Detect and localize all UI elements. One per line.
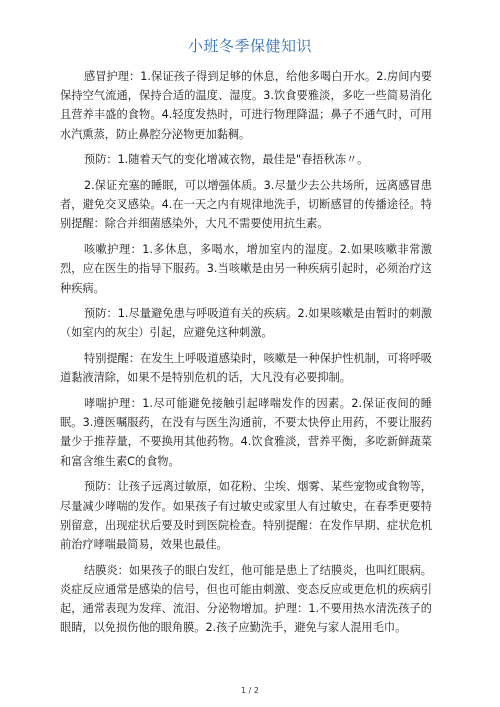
paragraph-asthma-prevention: 预防：让孩子远离过敏原，如花粉、尘埃、烟雾、某些宠物或食物等，尽量减少哮喘的发作。如果孩子有过敏史或家里人有过敏史，在春季更要特别留意，出现症状后要及时到医院检查。特别提醒：在发作早期、症状危机前治疗哮喘最简易，效果也最佳。	[60, 480, 432, 551]
paragraph-cough-prevention: 预防：1.尽量避免患与呼吸道有关的疾病。2.如果咳嗽是由暂时的刺激（如室内的灰尘）引起，应避免这种刺激。	[60, 307, 432, 340]
paragraph-cough-reminder: 特别提醒：在发生上呼吸道感染时，咳嗽是一种保护性机制，可将呼吸道黏液清除，如果不是特别危机的话，大凡没有必要抑制。	[60, 352, 432, 385]
paragraph-cough-care: 咳嗽护理：1.多休息，多喝水，增加室内的湿度。2.如果咳嗽非常激烈，应在医生的指导下服药。3.当咳嗽是由另一种疾病引起时，必须治疗这种疾病。	[60, 243, 432, 295]
page-number: 1 / 2	[241, 686, 259, 695]
paragraph-cold-prevention-continued: 2.保证充塞的睡眠，可以增强体质。3.尽量少去公共场所，远离感冒患者，避免交叉感染。4.在一天之内有规律地洗手，切断感冒的传播途径。特别提醒：除合并细菌感染外，大凡不需要使用抗生素。	[60, 179, 432, 231]
paragraph-cold-care: 感冒护理：1.保证孩子得到足够的休息，给他多喝白开水。2.房间内要保持空气流通，保持合适的温度、湿度。3.饮食要雅淡，多吃一些简易消化且营养丰盛的食物。4.轻度发热时，可进行物理降温；鼻子不通气时，可用水汽熏蒸，防止鼻腔分泌物更加黏稠。	[60, 70, 432, 141]
document-title: 小班冬季保健知识	[187, 37, 312, 55]
paragraph-asthma-care: 哮喘护理：1.尽可能避免接触引起哮喘发作的因素。2.保证夜间的睡眠。3.遵医嘱服药，在没有与医生沟通前，不要太快停止用药，不要让服药量少于推荐量，不要换用其他药物。4.饮食雅淡，营养平衡，多吃新鲜蔬菜和富含维生素C的食物。	[60, 397, 432, 468]
paragraph-cold-prevention: 预防：1.随着天气的变化增减衣物，最佳是"春捂秋冻〃。	[84, 153, 369, 167]
document-body	[60, 67, 432, 644]
paragraph-conjunctivitis: 结膜炎：如果孩子的眼白发红，他可能是患上了结膜炎，也叫红眼病。炎症反应通常是感染的信号，但也可能由刺激、变态反应或更危机的疾病引起，通常表现为发痒、流泪、分泌物增加。护理：1.不要用热水清洗孩子的眼睛，以免损伤他的眼角膜。2.孩子应勤洗手，避免与家人混用毛巾。	[60, 563, 432, 635]
